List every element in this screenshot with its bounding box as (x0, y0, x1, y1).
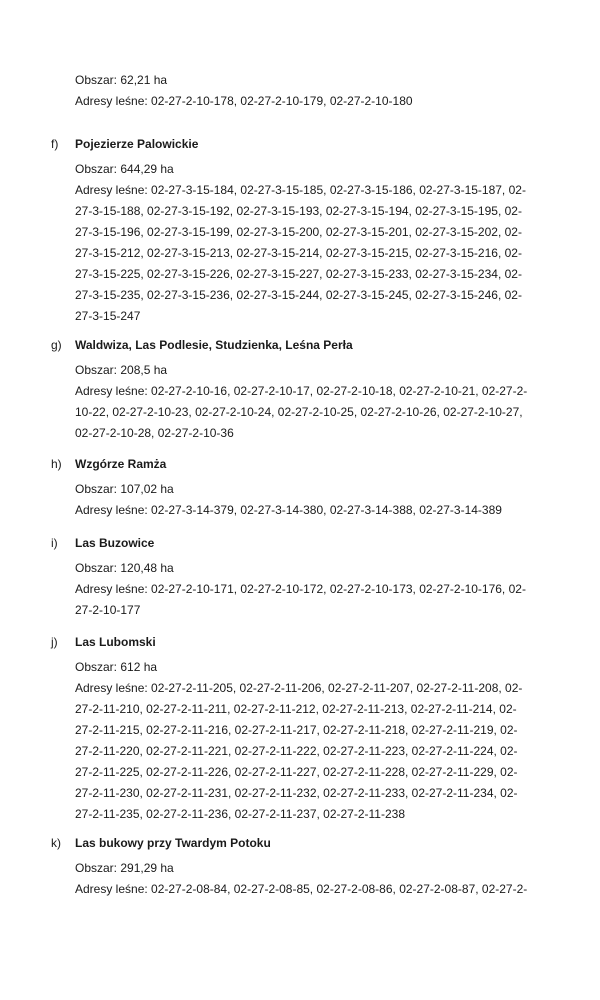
section-k (0, 833, 600, 900)
area-text: Obszar: 120,48 ha (75, 561, 174, 575)
section-title: Wzgórze Ramża (75, 457, 167, 471)
address-line: 27-2-10-177 (75, 603, 141, 617)
address-line: Adresy leśne: 02-27-2-10-178, 02-27-2-10-179, 02-27-2-10-180 (75, 94, 413, 108)
section-letter: i) (51, 536, 58, 550)
section-h (0, 454, 600, 521)
area-text: Obszar: 208,5 ha (75, 363, 168, 377)
section-heading (0, 335, 600, 355)
section-heading (0, 134, 600, 154)
section-body (75, 858, 570, 900)
address-line: 27-2-11-220, 02-27-2-11-221, 02-27-2-11-222, 02-27-2-11-223, 02-27-2-11-224, 02- (75, 744, 518, 758)
area-text: Obszar: 107,02 ha (75, 482, 174, 496)
address-line: 27-3-15-196, 02-27-3-15-199, 02-27-3-15-200, 02-27-3-15-201, 02-27-3-15-202, 02- (75, 225, 522, 239)
section-body (75, 657, 570, 825)
section-heading (0, 533, 600, 553)
address-line: 27-2-11-230, 02-27-2-11-231, 02-27-2-11-232, 02-27-2-11-233, 02-27-2-11-234, 02- (75, 786, 518, 800)
section-heading (0, 833, 600, 853)
area-text: Obszar: 612 ha (75, 660, 158, 674)
address-line: 27-2-11-215, 02-27-2-11-216, 02-27-2-11-217, 02-27-2-11-218, 02-27-2-11-219, 02- (75, 723, 518, 737)
address-line: 27-2-11-210, 02-27-2-11-211, 02-27-2-11-212, 02-27-2-11-213, 02-27-2-11-214, 02- (75, 702, 517, 716)
section-heading (0, 454, 600, 474)
section-title: Las bukowy przy Twardym Potoku (75, 836, 271, 850)
section-i (0, 533, 600, 621)
section-heading (0, 632, 600, 652)
section-letter: h) (51, 457, 62, 471)
address-line: Adresy leśne: 02-27-2-10-171, 02-27-2-10-172, 02-27-2-10-173, 02-27-2-10-176, 02- (75, 582, 526, 596)
area-text: Obszar: 62,21 ha (75, 73, 168, 87)
address-line: 27-2-11-235, 02-27-2-11-236, 02-27-2-11-237, 02-27-2-11-238 (75, 807, 405, 821)
section-letter: f) (51, 137, 59, 151)
address-line: 27-3-15-235, 02-27-3-15-236, 02-27-3-15-244, 02-27-3-15-245, 02-27-3-15-246, 02- (75, 288, 522, 302)
section-title: Waldwiza, Las Podlesie, Studzienka, Leśna Perła (75, 338, 353, 352)
address-line: 27-3-15-212, 02-27-3-15-213, 02-27-3-15-214, 02-27-3-15-215, 02-27-3-15-216, 02- (75, 246, 522, 260)
section-j (0, 632, 600, 825)
address-line: 02-27-2-10-28, 02-27-2-10-36 (75, 426, 234, 440)
address-line: 27-3-15-188, 02-27-3-15-192, 02-27-3-15-193, 02-27-3-15-194, 02-27-3-15-195, 02- (75, 204, 522, 218)
address-line: Adresy leśne: 02-27-2-10-16, 02-27-2-10-17, 02-27-2-10-18, 02-27-2-10-21, 02-27-2- (75, 384, 528, 398)
area-text: Obszar: 291,29 ha (75, 861, 174, 875)
section-letter: g) (51, 338, 62, 352)
section-body (75, 159, 570, 327)
address-line: Adresy leśne: 02-27-3-14-379, 02-27-3-14-380, 02-27-3-14-388, 02-27-3-14-389 (75, 503, 502, 517)
section-title: Las Lubomski (75, 635, 156, 649)
address-line: 10-22, 02-27-2-10-23, 02-27-2-10-24, 02-27-2-10-25, 02-27-2-10-26, 02-27-2-10-27, (75, 405, 523, 419)
section-body (75, 558, 570, 621)
section-f (0, 134, 600, 327)
address-line: 27-3-15-225, 02-27-3-15-226, 02-27-3-15-227, 02-27-3-15-233, 02-27-3-15-234, 02- (75, 267, 522, 281)
address-line: 27-2-11-225, 02-27-2-11-226, 02-27-2-11-227, 02-27-2-11-228, 02-27-2-11-229, 02- (75, 765, 518, 779)
section-g (0, 335, 600, 444)
section-title: Pojezierze Palowickie (75, 137, 199, 151)
address-line: Adresy leśne: 02-27-2-08-84, 02-27-2-08-85, 02-27-2-08-86, 02-27-2-08-87, 02-27-2- (75, 882, 528, 896)
section-title: Las Buzowice (75, 536, 155, 550)
section-letter: k) (51, 836, 61, 850)
address-line: Adresy leśne: 02-27-2-11-205, 02-27-2-11-206, 02-27-2-11-207, 02-27-2-11-208, 02- (75, 681, 523, 695)
address-line: Adresy leśne: 02-27-3-15-184, 02-27-3-15-185, 02-27-3-15-186, 02-27-3-15-187, 02- (75, 183, 526, 197)
intro-block (75, 70, 570, 112)
section-body (75, 479, 570, 521)
section-letter: j) (51, 635, 58, 649)
area-text: Obszar: 644,29 ha (75, 162, 174, 176)
address-line: 27-3-15-247 (75, 309, 141, 323)
section-body (75, 360, 570, 444)
